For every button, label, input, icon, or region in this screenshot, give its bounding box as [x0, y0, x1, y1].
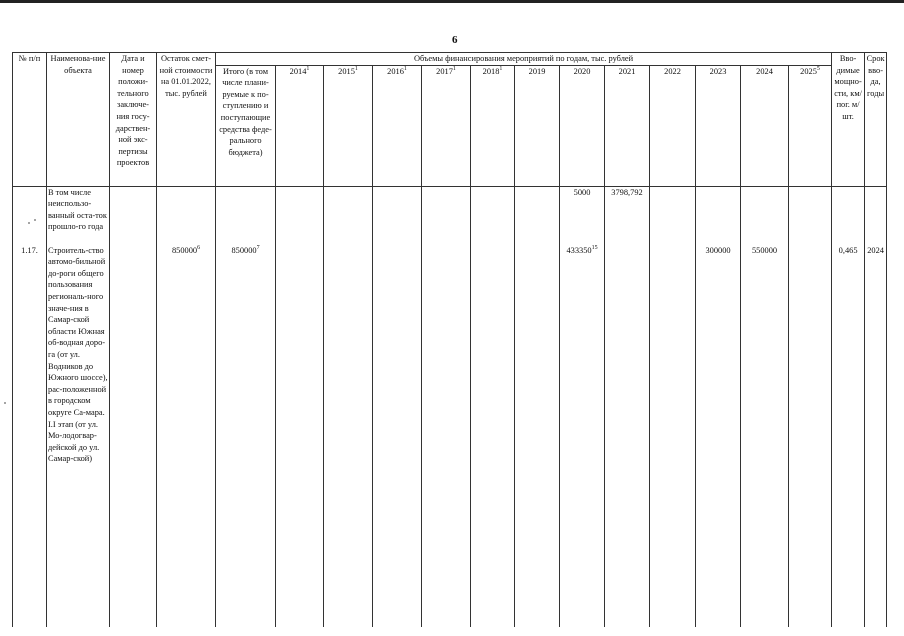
cell-total: 850000$^7$	[216, 245, 276, 627]
header-year: 2016$^1$	[373, 65, 422, 186]
financing-table	[12, 52, 887, 627]
cell-remaining	[157, 186, 216, 245]
header-remaining: Остаток смет-ной стоимости на 01.01.2022, тыс. рублей	[157, 53, 216, 187]
cell-year-2022	[650, 245, 696, 627]
header-row-1	[13, 53, 887, 66]
cell-year-2024: 550000	[741, 245, 789, 627]
cell-year-2014	[276, 186, 324, 245]
cell-year-2015	[324, 186, 373, 245]
cell-year-2020: 5000	[560, 186, 605, 245]
cell-year-2023: 300000	[696, 245, 741, 627]
cell-year-2016	[373, 186, 422, 245]
cell-year-2021	[605, 245, 650, 627]
cell-year-2025	[789, 245, 832, 627]
cell-year-2023	[696, 186, 741, 245]
cell-term: 2024	[865, 245, 887, 627]
scan-speck	[34, 219, 36, 221]
header-total: Итого (в том числе плани-руемые к по-ступлению и поступающие средства феде-рального бюджета)	[216, 65, 276, 186]
header-year: 2021	[605, 65, 650, 186]
header-name: Наименова-ние объекта	[47, 53, 110, 187]
cell-total	[216, 186, 276, 245]
header-no: № п/п	[13, 53, 47, 187]
cell-no: 1.17.	[13, 245, 47, 627]
cell-year-2019	[515, 245, 560, 627]
cell-year-2015	[324, 245, 373, 627]
header-year: 2020	[560, 65, 605, 186]
header-year: 2015$^1$	[324, 65, 373, 186]
header-year: 2019	[515, 65, 560, 186]
cell-year-2025	[789, 186, 832, 245]
cell-term	[865, 186, 887, 245]
cell-capacity: 0,465	[832, 245, 865, 627]
header-year: 2025$^5$	[789, 65, 832, 186]
header-term: Срок вво-да, годы	[865, 53, 887, 187]
header-volumes: Объемы финансирования мероприятий по годам, тыс. рублей	[216, 53, 832, 66]
cell-year-2017	[422, 245, 471, 627]
header-year: 2023	[696, 65, 741, 186]
cell-capacity	[832, 186, 865, 245]
header-year: 2017$^1$	[422, 65, 471, 186]
header-year: 2014$^1$	[276, 65, 324, 186]
cell-year-2020: 433350$^{15}$	[560, 245, 605, 627]
cell-year-2022	[650, 186, 696, 245]
header-year: 2018$^1$	[471, 65, 515, 186]
cell-year-2018	[471, 245, 515, 627]
cell-name: В том числе неиспользо-ванный оста-ток прошло-го года	[47, 186, 110, 245]
cell-name: Строитель-ство автомо-бильной до-роги общего пользования региональ-ного значе-ния в Самар-ской области Южная об-водная доро-га (от ул. Водников до Южного шоссе), рас-положенной в городском округе Са-мара. I.I этап (от ул. Мо-лодогвар-дейской до ул. Самар-ской)	[47, 245, 110, 627]
cell-date	[110, 245, 157, 627]
cell-year-2018	[471, 186, 515, 245]
cell-no	[13, 186, 47, 245]
header-date: Дата и номер положи-тельного заключе-ния госу-дарствен-ной экс-пертизы проектов	[110, 53, 157, 187]
cell-remaining: 850000$^6$	[157, 245, 216, 627]
cell-year-2016	[373, 245, 422, 627]
top-border-line	[0, 0, 904, 3]
header-year: 2024	[741, 65, 789, 186]
header-capacity: Вво-димые мощно-сти, км/пог. м/шт.	[832, 53, 865, 187]
cell-year-2017	[422, 186, 471, 245]
cell-year-2024	[741, 186, 789, 245]
scan-speck	[28, 222, 30, 224]
page-number: 6	[452, 34, 458, 46]
cell-date	[110, 186, 157, 245]
scan-speck	[4, 402, 6, 404]
table-row	[13, 245, 887, 627]
header-year: 2022	[650, 65, 696, 186]
cell-year-2019	[515, 186, 560, 245]
cell-year-2021: 3798,792	[605, 186, 650, 245]
table-row	[13, 186, 887, 245]
cell-year-2014	[276, 245, 324, 627]
